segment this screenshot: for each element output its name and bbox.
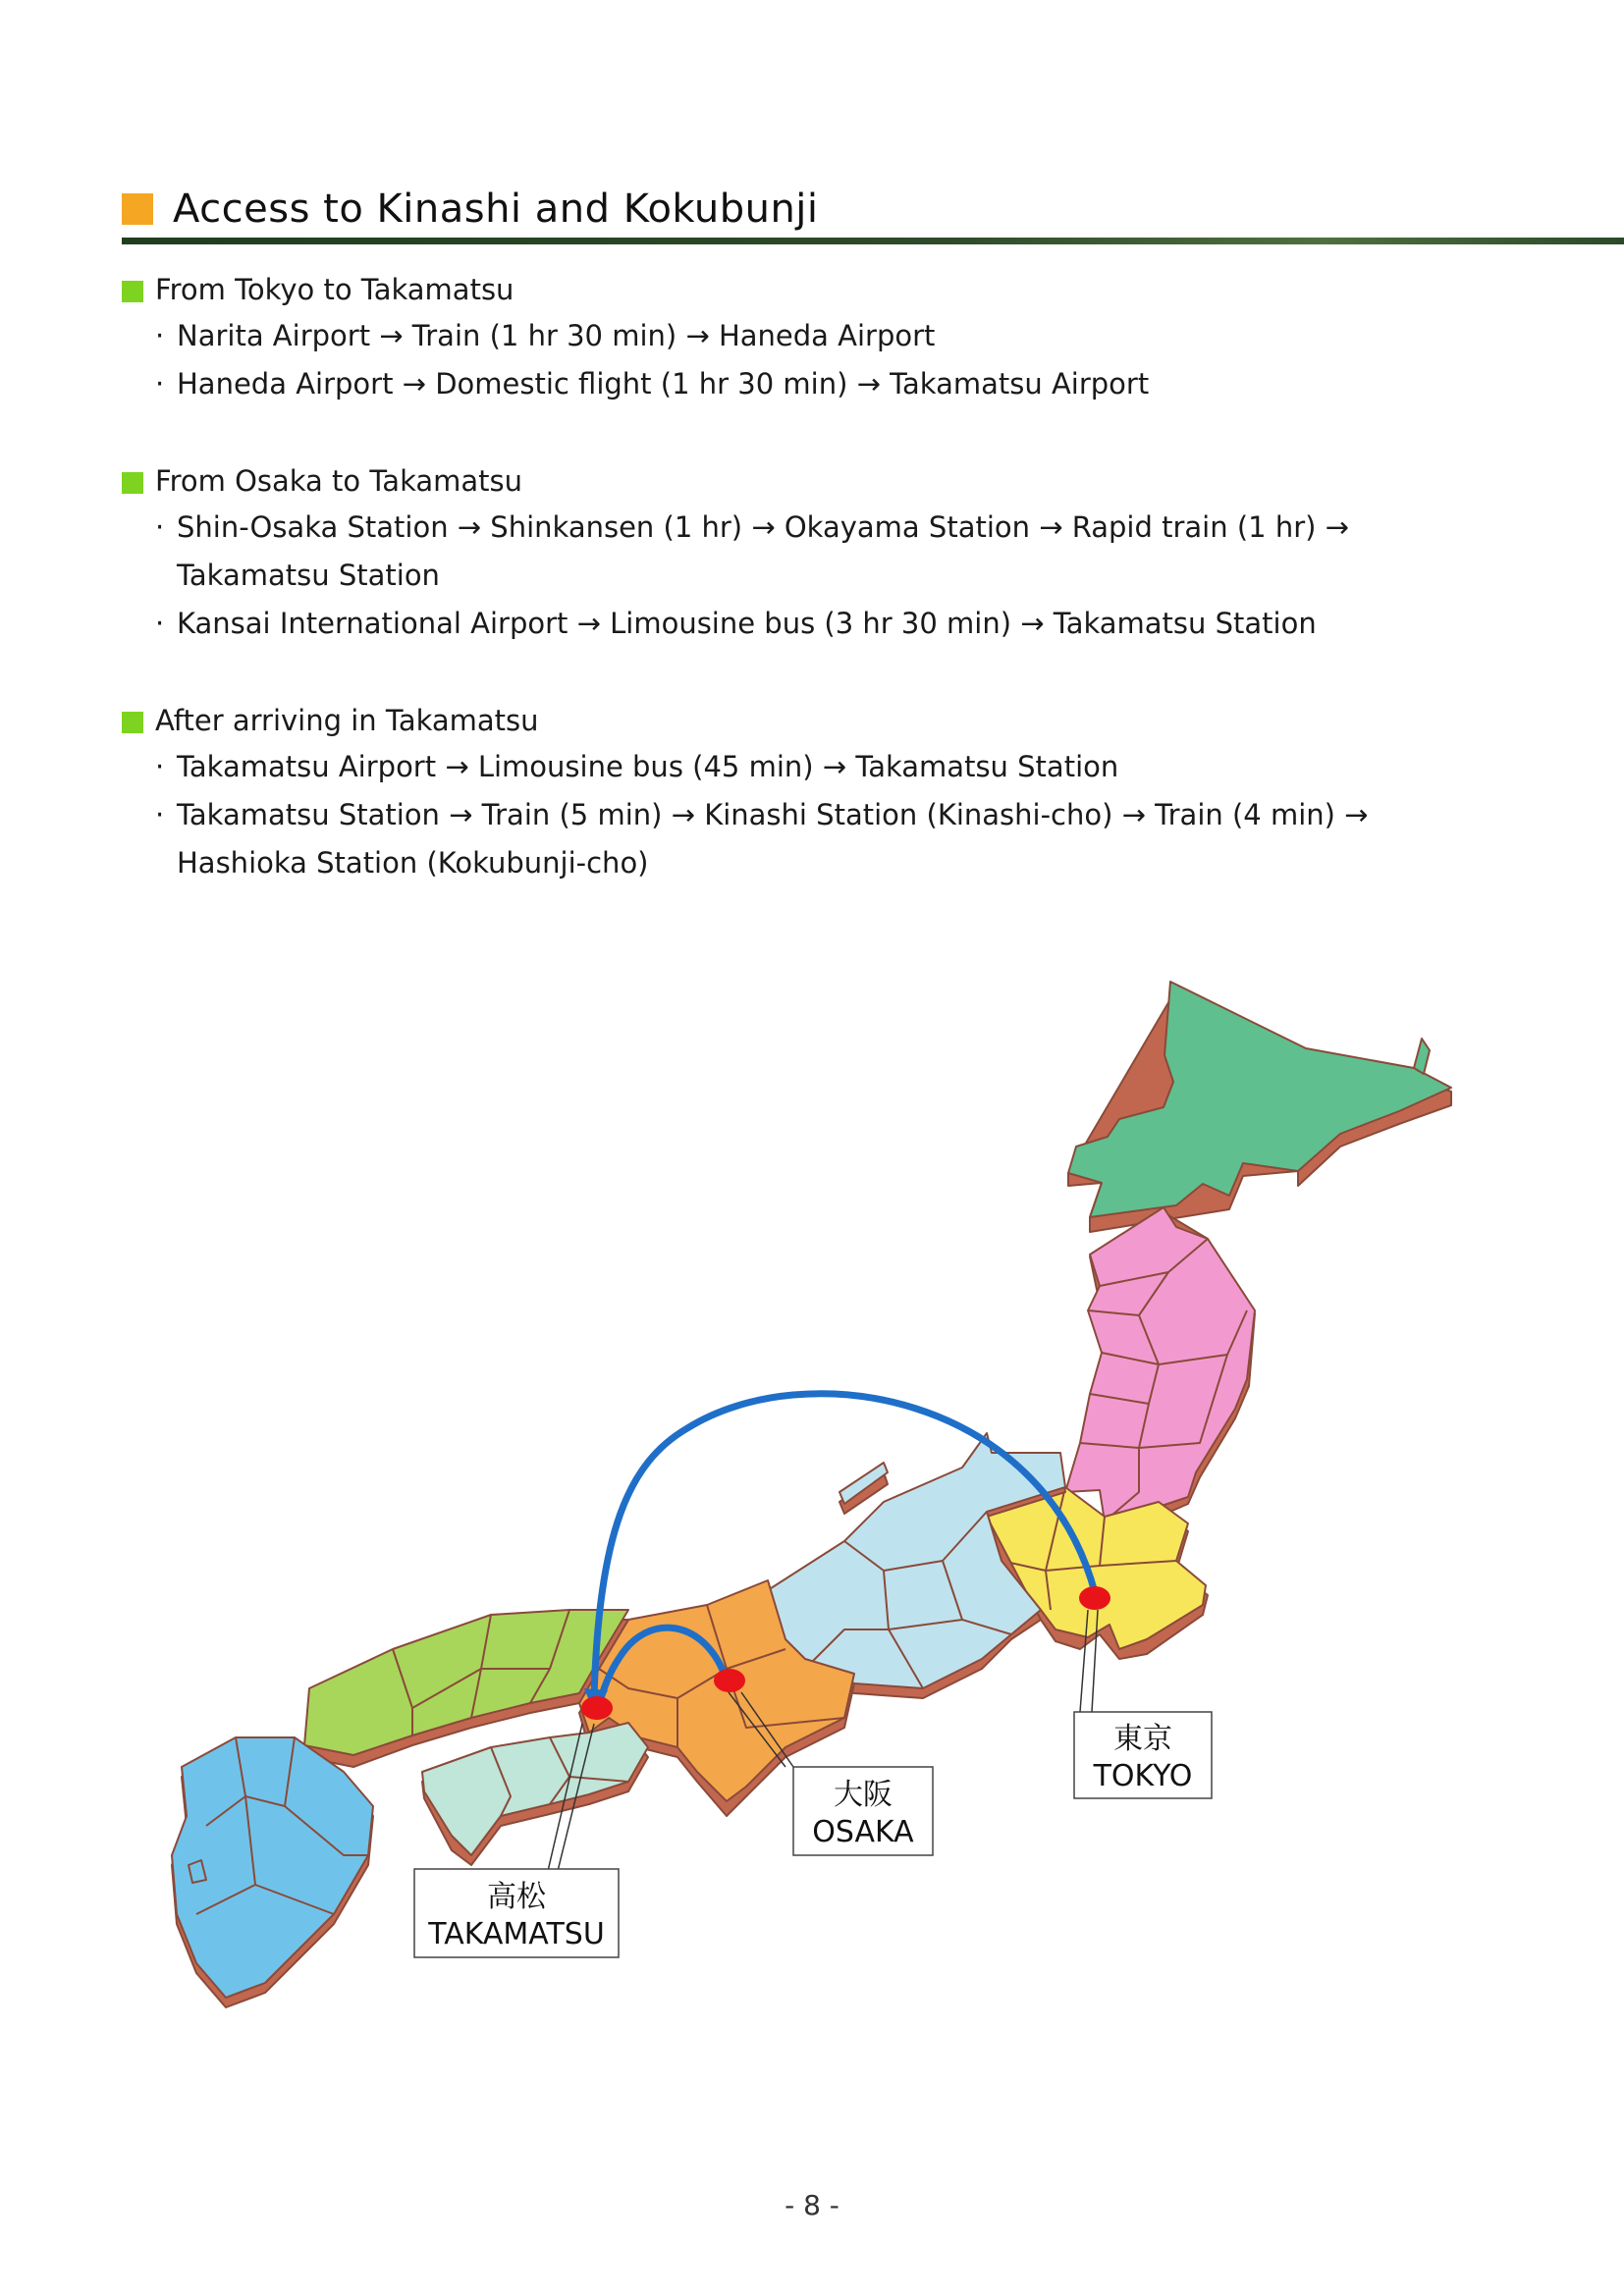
route-item-continued: Takamatsu Station	[177, 559, 440, 592]
route-item: · Kansai International Airport → Limousine bus (3 hr 30 min) → Takamatsu Station	[155, 600, 1496, 648]
tokyo-label	[1074, 1712, 1212, 1798]
tokyo-label-en: TOKYO	[1093, 1759, 1193, 1793]
takamatsu-label-en: TAKAMATSU	[428, 1917, 605, 1951]
title-divider	[122, 238, 1624, 244]
section-heading	[122, 464, 1496, 504]
bullet-icon: ·	[155, 510, 165, 544]
hokkaido-region	[1068, 982, 1451, 1232]
section-square-icon	[122, 281, 143, 302]
section-heading	[122, 273, 1496, 312]
kyushu-region	[172, 1737, 373, 2007]
osaka-label-jp: 大阪	[834, 1778, 893, 1812]
section-title: After arriving in Takamatsu	[155, 704, 539, 737]
section-square-icon	[122, 712, 143, 733]
section-square-icon	[122, 472, 143, 494]
section-osaka-to-takamatsu	[122, 464, 1496, 648]
section-title: From Osaka to Takamatsu	[155, 464, 522, 498]
shikoku-region	[422, 1723, 648, 1865]
takamatsu-label-jp: 高松	[487, 1880, 546, 1914]
osaka-label	[793, 1767, 933, 1855]
bullet-icon: ·	[155, 367, 165, 400]
japan-route-map	[0, 942, 1624, 2022]
bullet-icon: ·	[155, 750, 165, 783]
route-item: · Takamatsu Airport → Limousine bus (45 min) → Takamatsu Station	[155, 743, 1496, 791]
route-item: · Takamatsu Station → Train (5 min) → Kinashi Station (Kinashi-cho) → Train (4 min) →	[155, 791, 1496, 839]
section-heading	[122, 704, 1496, 743]
tohoku-region	[1065, 1207, 1255, 1522]
takamatsu-dot	[581, 1696, 613, 1720]
page-heading	[122, 187, 1624, 245]
route-item-continued: Hashioka Station (Kokubunji-cho)	[177, 846, 649, 880]
section-title: From Tokyo to Takamatsu	[155, 273, 514, 306]
route-item: · Narita Airport → Train (1 hr 30 min) → Haneda Airport	[155, 312, 1496, 360]
heading-square-icon	[122, 193, 153, 225]
bullet-icon: ·	[155, 319, 165, 352]
bullet-icon: ·	[155, 798, 165, 831]
bullet-icon: ·	[155, 607, 165, 640]
section-after-arriving	[122, 704, 1496, 887]
tokyo-label-jp: 東京	[1113, 1722, 1172, 1756]
page-number: - 8 -	[785, 2189, 839, 2221]
tokyo-dot	[1079, 1586, 1110, 1610]
osaka-dot	[714, 1669, 745, 1692]
takamatsu-label	[414, 1869, 619, 1957]
route-item: · Shin-Osaka Station → Shinkansen (1 hr) → Okayama Station → Rapid train (1 hr) →	[155, 504, 1496, 552]
section-tokyo-to-takamatsu	[122, 273, 1496, 408]
route-item: · Haneda Airport → Domestic flight (1 hr 30 min) → Takamatsu Airport	[155, 360, 1496, 408]
page-title: Access to Kinashi and Kokubunji	[173, 187, 819, 232]
osaka-label-en: OSAKA	[812, 1815, 914, 1849]
